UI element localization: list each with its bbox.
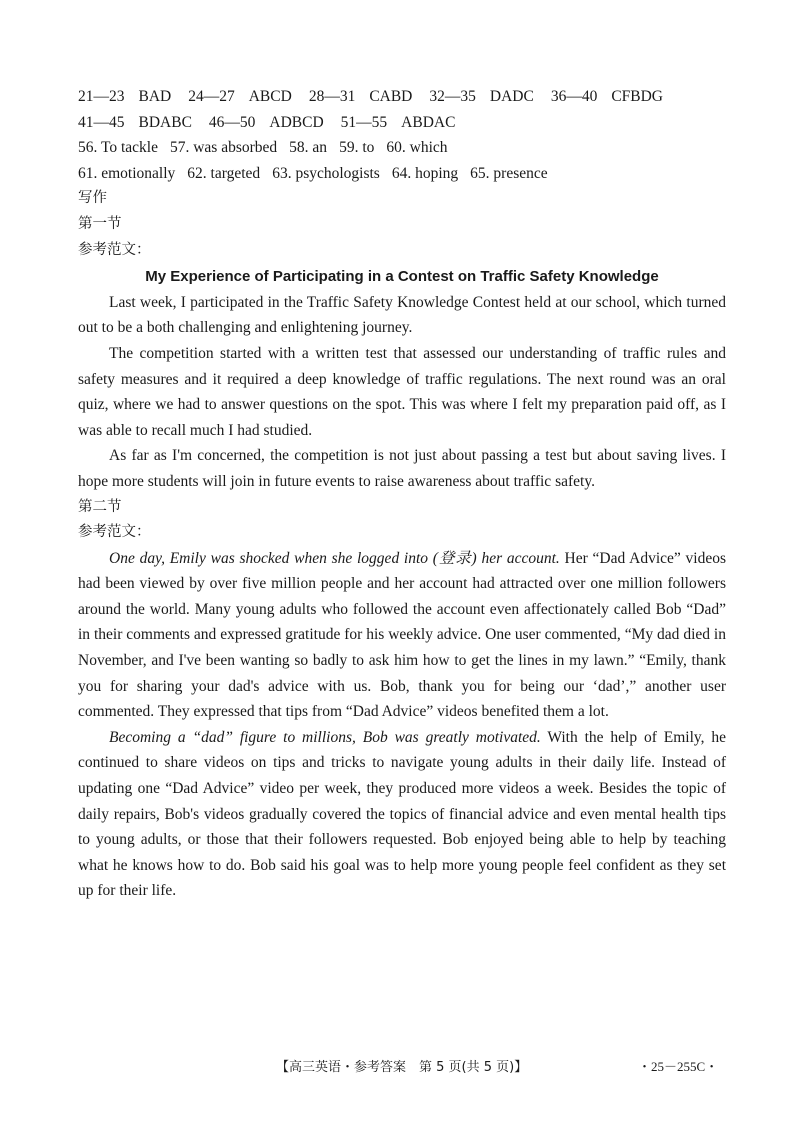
fill-answer: 62. targeted: [187, 164, 261, 182]
essay-paragraph: Last week, I participated in the Traffic Safety Knowledge Contest held at our school, which turned out to be a both challenging and enlightening journey.: [78, 293, 726, 337]
page-footer: [0, 1056, 800, 1080]
section-1-heading: 第一节: [78, 215, 122, 232]
fill-answer: 56. To tackle: [78, 139, 158, 157]
answer-group: 41—45 BDABC: [78, 113, 192, 131]
fill-answer: 64. hoping: [391, 164, 459, 182]
answer-group: 28—31 CABD: [308, 88, 413, 105]
continuation-paragraph-1: [78, 546, 726, 725]
paragraph-body: With the help of Emily, he continued to share videos on tips and tricks to navigate young adults in their daily life. Instead of updating one “Dad Advice” video per week, they produced more videos a week. Besides the topic of daily repairs, Bob's videos gradually covered the topics of financial advice and even mental health tips to young adults, or those that their followers requested. Bob enjoyed being able to help by teaching what he knows how to do. Bob said his goal was to help more young people feel confident as they set up for their life.: [78, 728, 726, 900]
fill-in-row-1: [78, 135, 726, 161]
answer-group: 24—27 ABCD: [188, 88, 292, 105]
fill-answer: 57. was absorbed: [169, 139, 278, 157]
section-1-sample-label: 参考范文：: [78, 241, 151, 258]
section-2-heading: 第二节: [78, 498, 122, 515]
section-2-sample-label: 参考范文：: [78, 524, 151, 541]
fill-answer: 61. emotionally: [78, 164, 176, 182]
essay-paragraph: The competition started with a written test that assessed our understanding of traffic rules and safety measures and it required a deep knowledge of traffic regulations. The next round was an oral quiz, where we had to answer questions on the spot. This was where I felt my preparation paid off, as I was able to recall much I had studied.: [78, 344, 726, 439]
answer-document: [78, 84, 726, 904]
fill-answer: 59. to: [339, 139, 375, 157]
answer-group: 32—35 DADC: [429, 88, 534, 105]
fill-answer: 60. which: [386, 139, 448, 157]
answer-key-row-1: [78, 84, 726, 110]
answer-group: 46—50 ADBCD: [208, 113, 324, 131]
footer-page-info: 【高三英语・参考答案 第 5 页(共 5 页)】: [276, 1060, 528, 1075]
fill-answer: 65. presence: [470, 164, 548, 182]
continuation-paragraph-2: [78, 725, 726, 904]
fill-answer: 63. psychologists: [272, 164, 380, 182]
writing-heading: 写作: [78, 190, 107, 207]
answer-key-row-2: [78, 110, 726, 136]
paragraph-lead-sentence: One day, Emily was shocked when she logged into (登录) her account.: [109, 549, 560, 567]
fill-answer: 58. an: [289, 139, 328, 157]
essay-title: My Experience of Participating in a Contest on Traffic Safety Knowledge: [145, 268, 659, 286]
essay-paragraph: As far as I'm concerned, the competition is not just about passing a test but about saving lives. I hope more students will join in future events to raise awareness about traffic safety.: [78, 447, 726, 490]
paragraph-lead-sentence: Becoming a “dad” figure to millions, Bob was greatly motivated.: [109, 728, 541, 746]
answer-group: 21—23 BAD: [78, 88, 172, 105]
answer-group: 51—55 ABDAC: [340, 113, 456, 131]
paragraph-body: Her “Dad Advice” videos had been viewed by over five million people and her account had attracted over one million followers around the world. Many young adults who followed the account even affectionately called Bob “Dad” in their comments and expressed gratitude for his weekly advice. One user commented, “My dad died in November, and I've been wanting so badly to ask him how to get the lines in my lawn.” “Emily, thank you for sharing your dad's advice with us. Bob, thank you for being our ‘dad’,” another user commented. They expressed that tips from “Dad Advice” videos benefited them a lot.: [78, 549, 726, 721]
footer-code: ・25－255C・: [638, 1059, 719, 1074]
answer-group: 36—40 CFBDG: [550, 88, 663, 105]
fill-in-row-2: [78, 161, 726, 187]
